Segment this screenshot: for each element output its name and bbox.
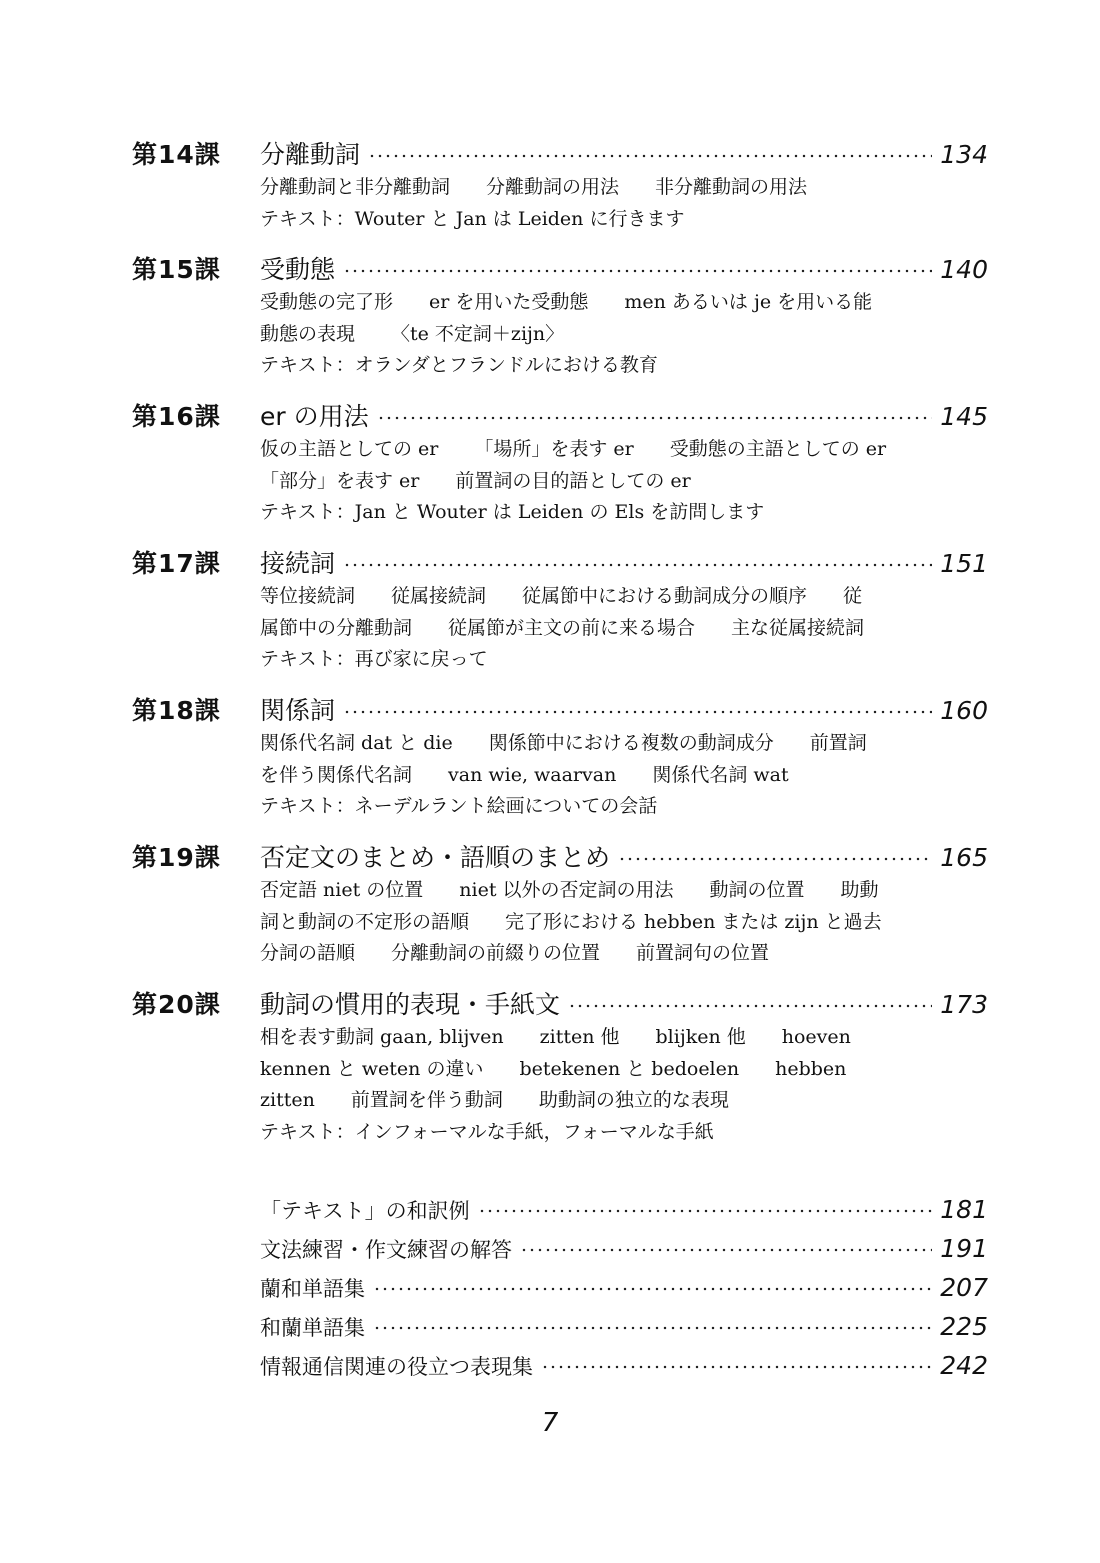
subtopic-line xyxy=(260,907,945,939)
subtopic-item: 受動態の完了形 xyxy=(260,291,394,313)
lesson-title: 動詞の慣用的表現・手紙文 xyxy=(260,990,561,1019)
lesson-title: er の用法 xyxy=(260,402,369,431)
subtopic-item: テキスト：ネーデルラント絵画についての会話 xyxy=(260,795,658,817)
lesson-entry xyxy=(132,841,988,970)
subtopic-item: 詞と動詞の不定形の語順 xyxy=(260,910,470,933)
subtopic-line xyxy=(260,791,945,823)
lesson-heading xyxy=(132,841,988,875)
lesson-number: 第14課 xyxy=(132,140,221,169)
lesson-entry xyxy=(132,400,988,529)
subtopic-item: 等位接続詞 xyxy=(260,585,356,607)
subtopic-item: 受動態の主語としての er xyxy=(669,438,887,460)
subtopic-line xyxy=(260,1085,945,1117)
subtopic-line xyxy=(260,172,945,204)
subtopic-item: 関係代名詞 dat と die xyxy=(260,732,453,754)
subtopic-line xyxy=(260,581,945,613)
appendix-page-number: 181 xyxy=(940,1195,988,1224)
appendix-entry xyxy=(260,1268,988,1307)
appendix-entry xyxy=(260,1190,988,1229)
dot-leader xyxy=(377,413,933,423)
subtopic-line xyxy=(260,204,945,236)
appendix-entry xyxy=(260,1229,988,1268)
subtopic-item: 従 xyxy=(843,585,863,607)
lesson-page-number: 165 xyxy=(940,843,988,872)
subtopic-item: 「場所」を表す er xyxy=(474,438,634,460)
lesson-heading xyxy=(132,988,988,1022)
subtopic-line xyxy=(260,1022,945,1054)
appendix-list xyxy=(260,1190,988,1385)
appendix-title: 「テキスト」の和訳例 xyxy=(260,1199,470,1223)
lesson-entry xyxy=(132,547,988,676)
lesson-page-number: 173 xyxy=(940,990,988,1019)
lesson-title: 関係詞 xyxy=(260,696,336,725)
appendix-title: 文法練習・作文練習の解答 xyxy=(260,1238,512,1262)
appendix-page-number: 242 xyxy=(940,1351,988,1380)
subtopic-line xyxy=(260,875,945,907)
subtopic-item: テキスト：インフォーマルな手紙，フォーマルな手紙 xyxy=(260,1120,714,1143)
subtopic-item: 前置詞句の位置 xyxy=(636,942,770,964)
subtopic-item: テキスト：オランダとフランドルにおける教育 xyxy=(260,354,658,376)
lesson-number: 第18課 xyxy=(132,696,221,725)
subtopic-line xyxy=(260,497,945,529)
dot-leader xyxy=(343,707,932,717)
subtopic-item: テキスト：Wouter と Jan は Leiden に行きます xyxy=(260,207,685,230)
lesson-entry xyxy=(132,988,988,1148)
subtopic-item: 関係節中における複数の動詞成分 xyxy=(488,732,774,754)
lesson-title: 否定文のまとめ・語順のまとめ xyxy=(260,843,611,872)
subtopic-item: 前置詞 xyxy=(809,732,867,754)
subtopic-item: 従属節中における動詞成分の順序 xyxy=(522,585,808,607)
dot-leader xyxy=(568,1001,932,1011)
subtopic-line xyxy=(260,760,945,792)
lesson-title: 分離動詞 xyxy=(260,140,361,169)
subtopic-item: 助動詞の独立的な表現 xyxy=(538,1089,729,1111)
subtopic-line xyxy=(260,1117,945,1149)
dot-leader xyxy=(373,1323,932,1333)
subtopic-item: er を用いた受動態 xyxy=(429,291,589,313)
subtopic-item: 主な従属接続詞 xyxy=(731,616,865,639)
subtopic-line xyxy=(260,350,945,382)
lesson-number: 第17課 xyxy=(132,549,221,578)
subtopic-item: 分離動詞の前綴りの位置 xyxy=(391,942,601,964)
subtopic-item: テキスト：再び家に戻って xyxy=(260,648,488,670)
subtopic-item: betekenen と bedoelen xyxy=(519,1057,740,1080)
subtopic-item: 属節中の分離動詞 xyxy=(260,616,413,639)
lesson-page-number: 140 xyxy=(940,255,988,284)
subtopic-item: zitten xyxy=(260,1089,315,1111)
subtopic-item: niet 以外の否定詞の用法 xyxy=(459,879,674,901)
lesson-page-number: 151 xyxy=(940,549,988,578)
lesson-heading xyxy=(132,547,988,581)
subtopic-line xyxy=(260,938,945,970)
subtopic-item: kennen と weten の違い xyxy=(260,1057,484,1080)
lesson-title: 接続詞 xyxy=(260,549,336,578)
subtopic-line xyxy=(260,728,945,760)
subtopic-item: hebben xyxy=(775,1057,847,1080)
lesson-page-number: 160 xyxy=(940,696,988,725)
dot-leader xyxy=(343,266,932,276)
lesson-entry xyxy=(132,694,988,823)
page-number-footer: 7 xyxy=(541,1408,559,1438)
lesson-heading xyxy=(132,138,988,172)
lesson-page-number: 134 xyxy=(940,140,988,169)
subtopic-item: blijken 他 xyxy=(655,1026,746,1048)
lesson-title: 受動態 xyxy=(260,255,336,284)
dot-leader xyxy=(618,854,932,864)
lesson-number: 第15課 xyxy=(132,255,221,284)
appendix-entry xyxy=(260,1307,988,1346)
subtopic-item: 従属接続詞 xyxy=(391,585,487,607)
lesson-heading xyxy=(132,694,988,728)
subtopic-item: 動態の表現 xyxy=(260,322,356,345)
subtopic-line xyxy=(260,287,945,319)
subtopic-item: 分離動詞の用法 xyxy=(486,176,620,198)
lesson-heading xyxy=(132,400,988,434)
dot-leader xyxy=(343,560,932,570)
subtopic-item: van wie, waarvan xyxy=(448,763,617,786)
subtopic-item: 動詞の位置 xyxy=(709,879,805,901)
appendix-title: 和蘭単語集 xyxy=(260,1316,365,1340)
subtopic-line xyxy=(260,644,945,676)
subtopic-item: hoeven xyxy=(781,1026,851,1048)
subtopic-item: 否定語 niet の位置 xyxy=(260,879,424,901)
dot-leader xyxy=(373,1284,932,1294)
appendix-page-number: 207 xyxy=(940,1273,988,1302)
subtopic-item: 仮の主語としての er xyxy=(260,438,439,460)
appendix-title: 情報通信関連の役立つ表現集 xyxy=(260,1355,533,1379)
subtopic-item: 相を表す動詞 gaan, blijven xyxy=(260,1026,504,1048)
subtopic-item: 前置詞の目的語としての er xyxy=(455,469,691,492)
subtopic-item: 分離動詞と非分離動詞 xyxy=(260,176,451,198)
subtopic-line xyxy=(260,1054,945,1086)
subtopic-item: 分詞の語順 xyxy=(260,942,356,964)
subtopic-item: 助動 xyxy=(840,879,879,901)
subtopic-item: を伴う関係代名詞 xyxy=(260,763,413,786)
dot-leader xyxy=(368,151,932,161)
subtopic-item: テキスト：Jan と Wouter は Leiden の Els を訪問します xyxy=(260,501,765,523)
subtopic-item: 完了形における hebben または zijn と過去 xyxy=(505,910,882,933)
appendix-title: 蘭和単語集 xyxy=(260,1277,365,1301)
subtopic-item: men あるいは je を用いる能 xyxy=(624,291,873,313)
lesson-entry xyxy=(132,138,988,235)
subtopic-line xyxy=(260,319,945,351)
lesson-number: 第16課 xyxy=(132,402,221,431)
lesson-heading xyxy=(132,253,988,287)
subtopic-item: 前置詞を伴う動詞 xyxy=(350,1089,503,1111)
appendix-entry xyxy=(260,1346,988,1385)
subtopic-item: 〈te 不定詞＋zijn〉 xyxy=(391,322,565,345)
dot-leader xyxy=(478,1206,933,1216)
lesson-number: 第19課 xyxy=(132,843,221,872)
subtopic-item: 従属節が主文の前に来る場合 xyxy=(448,616,696,639)
subtopic-item: zitten 他 xyxy=(539,1026,620,1048)
lesson-page-number: 145 xyxy=(940,402,988,431)
appendix-page-number: 225 xyxy=(940,1312,988,1341)
lesson-number: 第20課 xyxy=(132,990,221,1019)
appendix-page-number: 191 xyxy=(940,1234,988,1263)
subtopic-line xyxy=(260,434,945,466)
dot-leader xyxy=(541,1362,932,1372)
subtopic-item: 「部分」を表す er xyxy=(260,469,420,492)
subtopic-item: 関係代名詞 wat xyxy=(652,763,789,786)
lesson-entry xyxy=(132,253,988,382)
dot-leader xyxy=(520,1245,932,1255)
subtopic-line xyxy=(260,613,945,645)
subtopic-line xyxy=(260,466,945,498)
subtopic-item: 非分離動詞の用法 xyxy=(655,176,808,198)
